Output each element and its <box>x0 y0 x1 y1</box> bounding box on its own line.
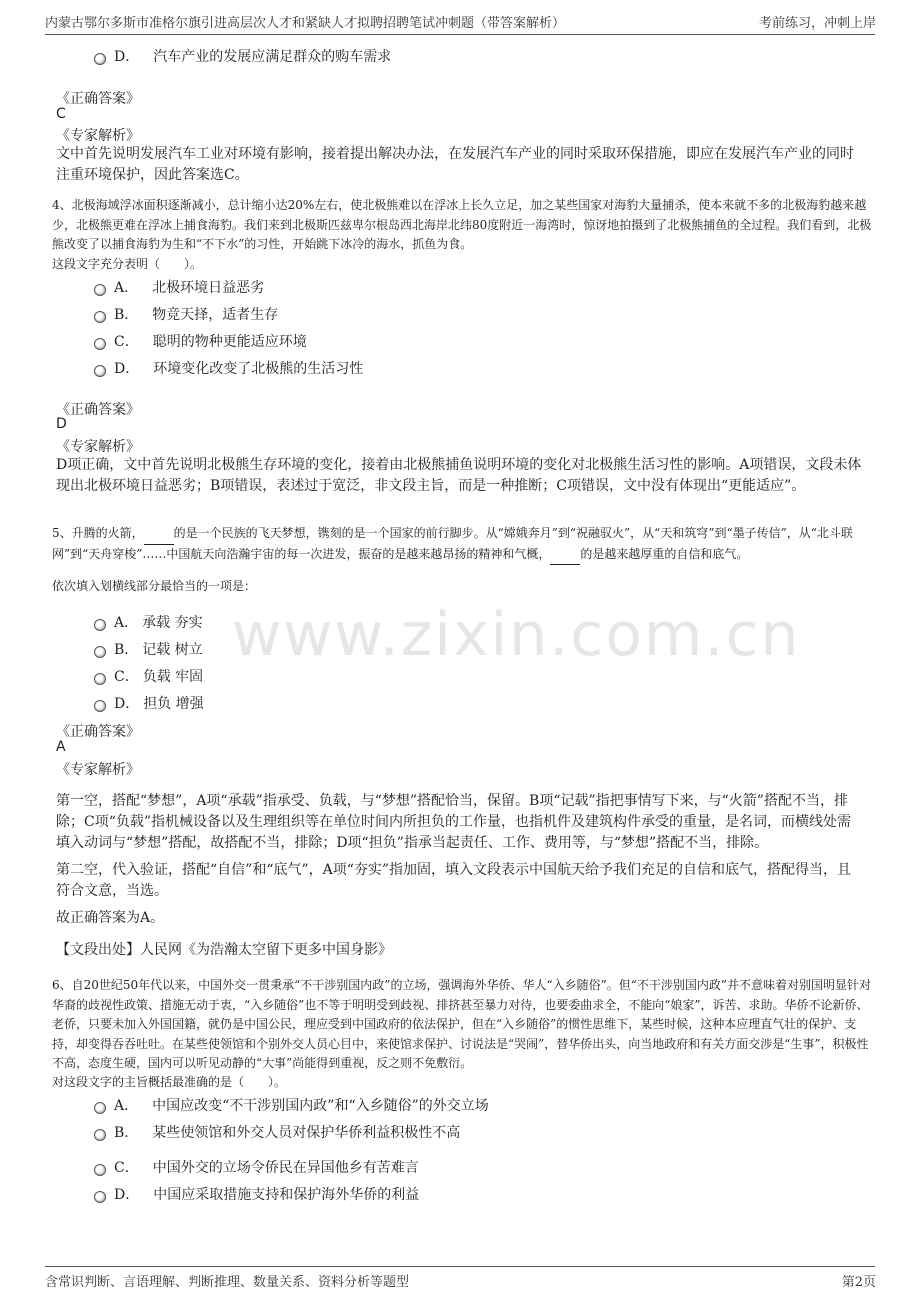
q4-answer-label: 《正确答案》 <box>56 402 140 418</box>
q5-blank-1 <box>144 524 174 545</box>
header-slogan: 考前练习，冲刺上岸 <box>758 16 876 31</box>
option-text: 物竞天择，适者生存 <box>152 307 279 323</box>
q4-answer: D <box>56 416 67 432</box>
q5-option-a[interactable] <box>94 612 203 632</box>
q5-stem <box>52 524 872 565</box>
q5-analysis-label: 《专家解析》 <box>56 762 140 778</box>
radio-icon[interactable] <box>94 311 106 323</box>
q6-option-d[interactable] <box>94 1184 419 1204</box>
radio-icon[interactable] <box>94 1102 106 1114</box>
q6-option-b[interactable] <box>94 1122 460 1142</box>
option-text: 中国应采取措施支持和保护海外华侨的利益 <box>153 1187 420 1203</box>
page-number: 第2页 <box>841 1275 876 1290</box>
footer-description: 含常识判断、言语理解、判断推理、数量关系、资料分析等题型 <box>45 1275 410 1290</box>
q6-stem: 6、自20世纪50年代以来，中国外交一贯秉承“不干涉别国内政”的立场，强调海外华侨、华人“入乡随俗”。但“不干涉别国内政”并不意味着对别国明显针对华裔的歧视性政策、措施无动于衷，“入乡随俗”也不等于明明受到歧视、排挤甚至暴力对待，也要委曲求全，不能向“娘家”，诉苦、求助。华侨不论新侨、老侨，只要未加入外国国籍，就仍是中国公民，理应受到中国政府的依法保护，但在“入乡随俗”的惯性思维下，某些时候，这种本应理直气壮的保护、支持，却变得吞吞吐吐。在某些使领馆和个别外交人员心目中，来使馆求保护、讨说法是“哭闹”，替华侨出头，向当地政府和有关方面交涉是“生事”，积极性不高，态度生硬，国内可以听见动静的“大事”尚能得到重视，反之则不免敷衍。 <box>52 978 871 1070</box>
q5-option-b[interactable] <box>94 639 203 659</box>
option-letter: A． <box>114 1098 139 1114</box>
q5-source: 【文段出处】人民网《为浩瀚太空留下更多中国身影》 <box>56 942 392 958</box>
q5-question: 依次填入划横线部分最恰当的一项是： <box>52 579 257 593</box>
q3-answer-label: 《正确答案》 <box>56 91 140 107</box>
q5-analysis-p3: 故正确答案为A。 <box>56 910 165 926</box>
q3-analysis-label: 《专家解析》 <box>56 128 140 144</box>
q5-stem-part1: 5、升腾的火箭， <box>52 526 144 540</box>
q5-answer: A <box>56 739 66 755</box>
option-letter: C． <box>114 334 139 350</box>
radio-icon[interactable] <box>94 53 106 65</box>
option-text: 汽车产业的发展应满足群众的购车需求 <box>153 49 392 65</box>
option-letter: B． <box>114 1125 139 1141</box>
q5-answer-label: 《正确答案》 <box>56 724 140 740</box>
q5-stem-part2: 的是一个民族的飞天梦想，镌刻的是一个国家的前行脚步。从“嫦娥奔月”到“祝融驭火”，从“天和筑穹”到“墨子传信”，从“北斗联网”到“天舟穿梭”……中国航天向浩瀚宇宙的每一次进发，振奋的是越来越昂扬的精神和气概， <box>52 526 853 561</box>
q4-question: 这段文字充分表明（ ）。 <box>52 257 203 271</box>
option-text: 中国外交的立场令侨民在异国他乡有苦难言 <box>152 1160 419 1176</box>
radio-icon[interactable] <box>94 338 106 350</box>
q5-option-d[interactable] <box>94 693 204 713</box>
q5-analysis-p1: 第一空，搭配“梦想”，A项“承载”指承受、负载，与“梦想”搭配恰当，保留。B项“记载”指把事情写下来，与“火箭”搭配不当，排除；C项“负载”指机械设备以及生理组织等在单位时间内所担负的工作量，也指机件及建筑构件承受的重量，是名词，而横线处需填入动词与“梦想”搭配，故搭配不当，排除；D项“担负”指承当起责任、工作、费用等，与“梦想”搭配不当，排除。 <box>56 793 852 851</box>
q4-option-d[interactable] <box>94 358 363 378</box>
header-divider <box>45 34 875 35</box>
q5-blank-2 <box>550 545 580 566</box>
q5-stem-part3: 的是越来越厚重的自信和底气。 <box>580 546 749 561</box>
option-text: 聪明的物种更能适应环境 <box>152 334 307 350</box>
option-text: 负载 牢固 <box>142 669 204 685</box>
radio-icon[interactable] <box>94 1164 106 1176</box>
radio-icon[interactable] <box>94 673 106 685</box>
option-letter: D． <box>114 361 140 377</box>
option-letter: D． <box>114 1187 140 1203</box>
option-text: 担负 增强 <box>143 696 204 712</box>
radio-icon[interactable] <box>94 1129 106 1141</box>
footer-divider <box>45 1266 875 1267</box>
q3-analysis: 文中首先说明发展汽车工业对环境有影响，接着提出解决办法，在发展汽车产业的同时采取环保措施，即应在发展汽车产业的同时注重环境保护，因此答案选C。 <box>56 146 854 183</box>
option-text: 记载 树立 <box>142 642 203 658</box>
q4-option-b[interactable] <box>94 304 278 324</box>
radio-icon[interactable] <box>94 284 106 296</box>
q4-stem: 4、北极海域浮冰面积逐渐减小，总计缩小达20%左右，使北极熊难以在浮冰上长久立足，加之某些国家对海豹大量捕杀，使本来就不多的北极海豹越来越少，北极熊更难在浮冰上捕食海豹。我们来到北极斯匹兹卑尔根岛西北海岸北纬80度附近一海湾时，惊讶地拍摄到了北极熊捕鱼的全过程。我们看到，北极熊改变了以捕食海豹为生和“不下水”的习性，开始跳下冰冷的海水，抓鱼为食。 <box>52 198 872 251</box>
q4-option-c[interactable] <box>94 331 307 351</box>
option-text: 承载 夯实 <box>142 615 203 631</box>
radio-icon[interactable] <box>94 700 106 712</box>
option-text: 中国应改变“不干涉别国内政”和“入乡随俗”的外交立场 <box>152 1098 489 1114</box>
option-letter: D． <box>114 696 140 712</box>
option-letter: D． <box>114 49 140 65</box>
radio-icon[interactable] <box>94 619 106 631</box>
option-text: 某些使领馆和外交人员对保护华侨利益积极性不高 <box>152 1125 461 1141</box>
watermark: www.zixin.com.cn <box>232 600 801 670</box>
radio-icon[interactable] <box>94 365 106 377</box>
radio-icon[interactable] <box>94 646 106 658</box>
option-text: 环境变化改变了北极熊的生活习性 <box>153 361 364 377</box>
q4-analysis-label: 《专家解析》 <box>56 439 140 455</box>
q6-option-a[interactable] <box>94 1095 489 1115</box>
q3-option-d[interactable] <box>94 46 391 66</box>
q3-answer: C <box>56 106 66 122</box>
option-letter: B． <box>114 307 139 323</box>
q5-option-c[interactable] <box>94 666 203 686</box>
option-letter: B． <box>114 642 139 658</box>
radio-icon[interactable] <box>94 1191 106 1203</box>
q4-option-a[interactable] <box>94 277 264 297</box>
q4-analysis: D项正确，文中首先说明北极熊生存环境的变化，接着由北极熊捕鱼说明环境的变化对北极熊生活习性的影响。A项错误，文段未体现出北极环境日益恶劣；B项错误，表述过于宽泛，非文段主旨，而是一种推断；C项错误，文中没有体现出“更能适应”。 <box>56 457 862 494</box>
option-letter: A． <box>114 280 139 296</box>
option-letter: A． <box>114 615 139 631</box>
q6-question: 对这段文字的主旨概括最准确的是（ ）。 <box>52 1075 287 1089</box>
option-letter: C． <box>114 669 139 685</box>
header-title: 内蒙古鄂尔多斯市准格尔旗引进高层次人才和紧缺人才拟聘招聘笔试冲刺题（带答案解析） <box>45 16 566 31</box>
q6-option-c[interactable] <box>94 1157 419 1177</box>
option-letter: C． <box>114 1160 139 1176</box>
option-text: 北极环境日益恶劣 <box>152 280 265 296</box>
q5-analysis-p2: 第二空，代入验证，搭配“自信”和“底气”，A项“夯实”指加固，填入文段表示中国航天给予我们充足的自信和底气，搭配得当，且符合文意，当选。 <box>56 862 852 899</box>
